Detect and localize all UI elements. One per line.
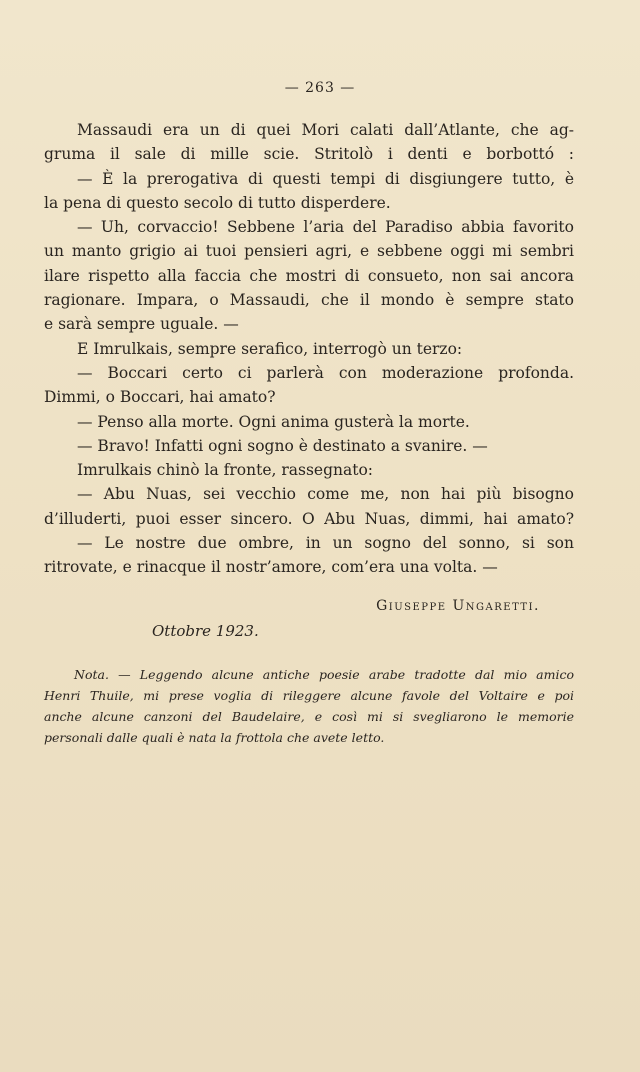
text-line: E Imrulkais, sempre serafico, interrogò un terzo: [77, 339, 463, 358]
text-line: — Abu Nuas, sei vecchio come me, non hai più bisogno [77, 485, 574, 504]
footnote [44, 664, 574, 748]
text-line: — Bravo! Infatti ogni sogno è destinato a svanire. — [77, 436, 488, 455]
text-line: un manto grigio ai tuoi pensieri agri, e sebbene oggi mi sembri [44, 242, 574, 261]
text-line: — Le nostre due ombre, in un sogno del sonno, si son [77, 534, 574, 553]
text-line: Massaudi era un di quei Mori calati dall’Atlante, che ag- [77, 121, 574, 139]
text-line: ragionare. Impara, o Massaudi, che il mondo è sempre stato [44, 291, 574, 310]
text-line: — Boccari certo ci parlerà con moderazione profonda. [77, 363, 574, 382]
body-text [44, 118, 574, 580]
text-line: la pena di questo secolo di tutto disperdere. [44, 193, 391, 212]
text-line: Dimmi, o Boccari, hai amato? [44, 388, 276, 407]
note-line: Nota. — Leggendo alcune antiche poesie arabe tradotte dal mio amico [74, 667, 574, 682]
note-line: anche alcune canzoni del Baudelaire, e così mi si svegliarono le memorie [44, 709, 574, 724]
note-line: Henri Thuile, mi prese voglia di rileggere alcune favole del Voltaire e poi [44, 688, 574, 703]
text-line: ritrovate, e rinacque il nostr’amore, com’era una volta. — [44, 558, 498, 577]
text-line: gruma il sale di mille scie. Stritolò i denti e borbottó : [44, 145, 574, 164]
date-line: Ottobre 1923. [152, 622, 259, 640]
page-number: — 263 — [284, 80, 356, 96]
text-line: — È la prerogativa di questi tempi di disgiungere tutto, è [77, 169, 574, 188]
text-line: d’illuderti, puoi esser sincero. O Abu Nuas, dimmi, hai amato? [44, 509, 574, 528]
text-line: e sarà sempre uguale. — [44, 315, 239, 334]
text-line: Imrulkais chinò la fronte, rassegnato: [77, 461, 374, 480]
note-line: personali dalle quali è nata la frottola che avete letto. [44, 730, 385, 745]
text-line: — Uh, corvaccio! Sebbene l’aria del Paradiso abbia favorito [77, 218, 574, 237]
text-line: ilare rispetto alla faccia che mostri di consueto, non sai ancora [44, 266, 574, 285]
text-line: — Penso alla morte. Ogni anima gusterà la morte. [77, 412, 470, 431]
author-signature: Giuseppe Ungaretti. [376, 598, 540, 614]
